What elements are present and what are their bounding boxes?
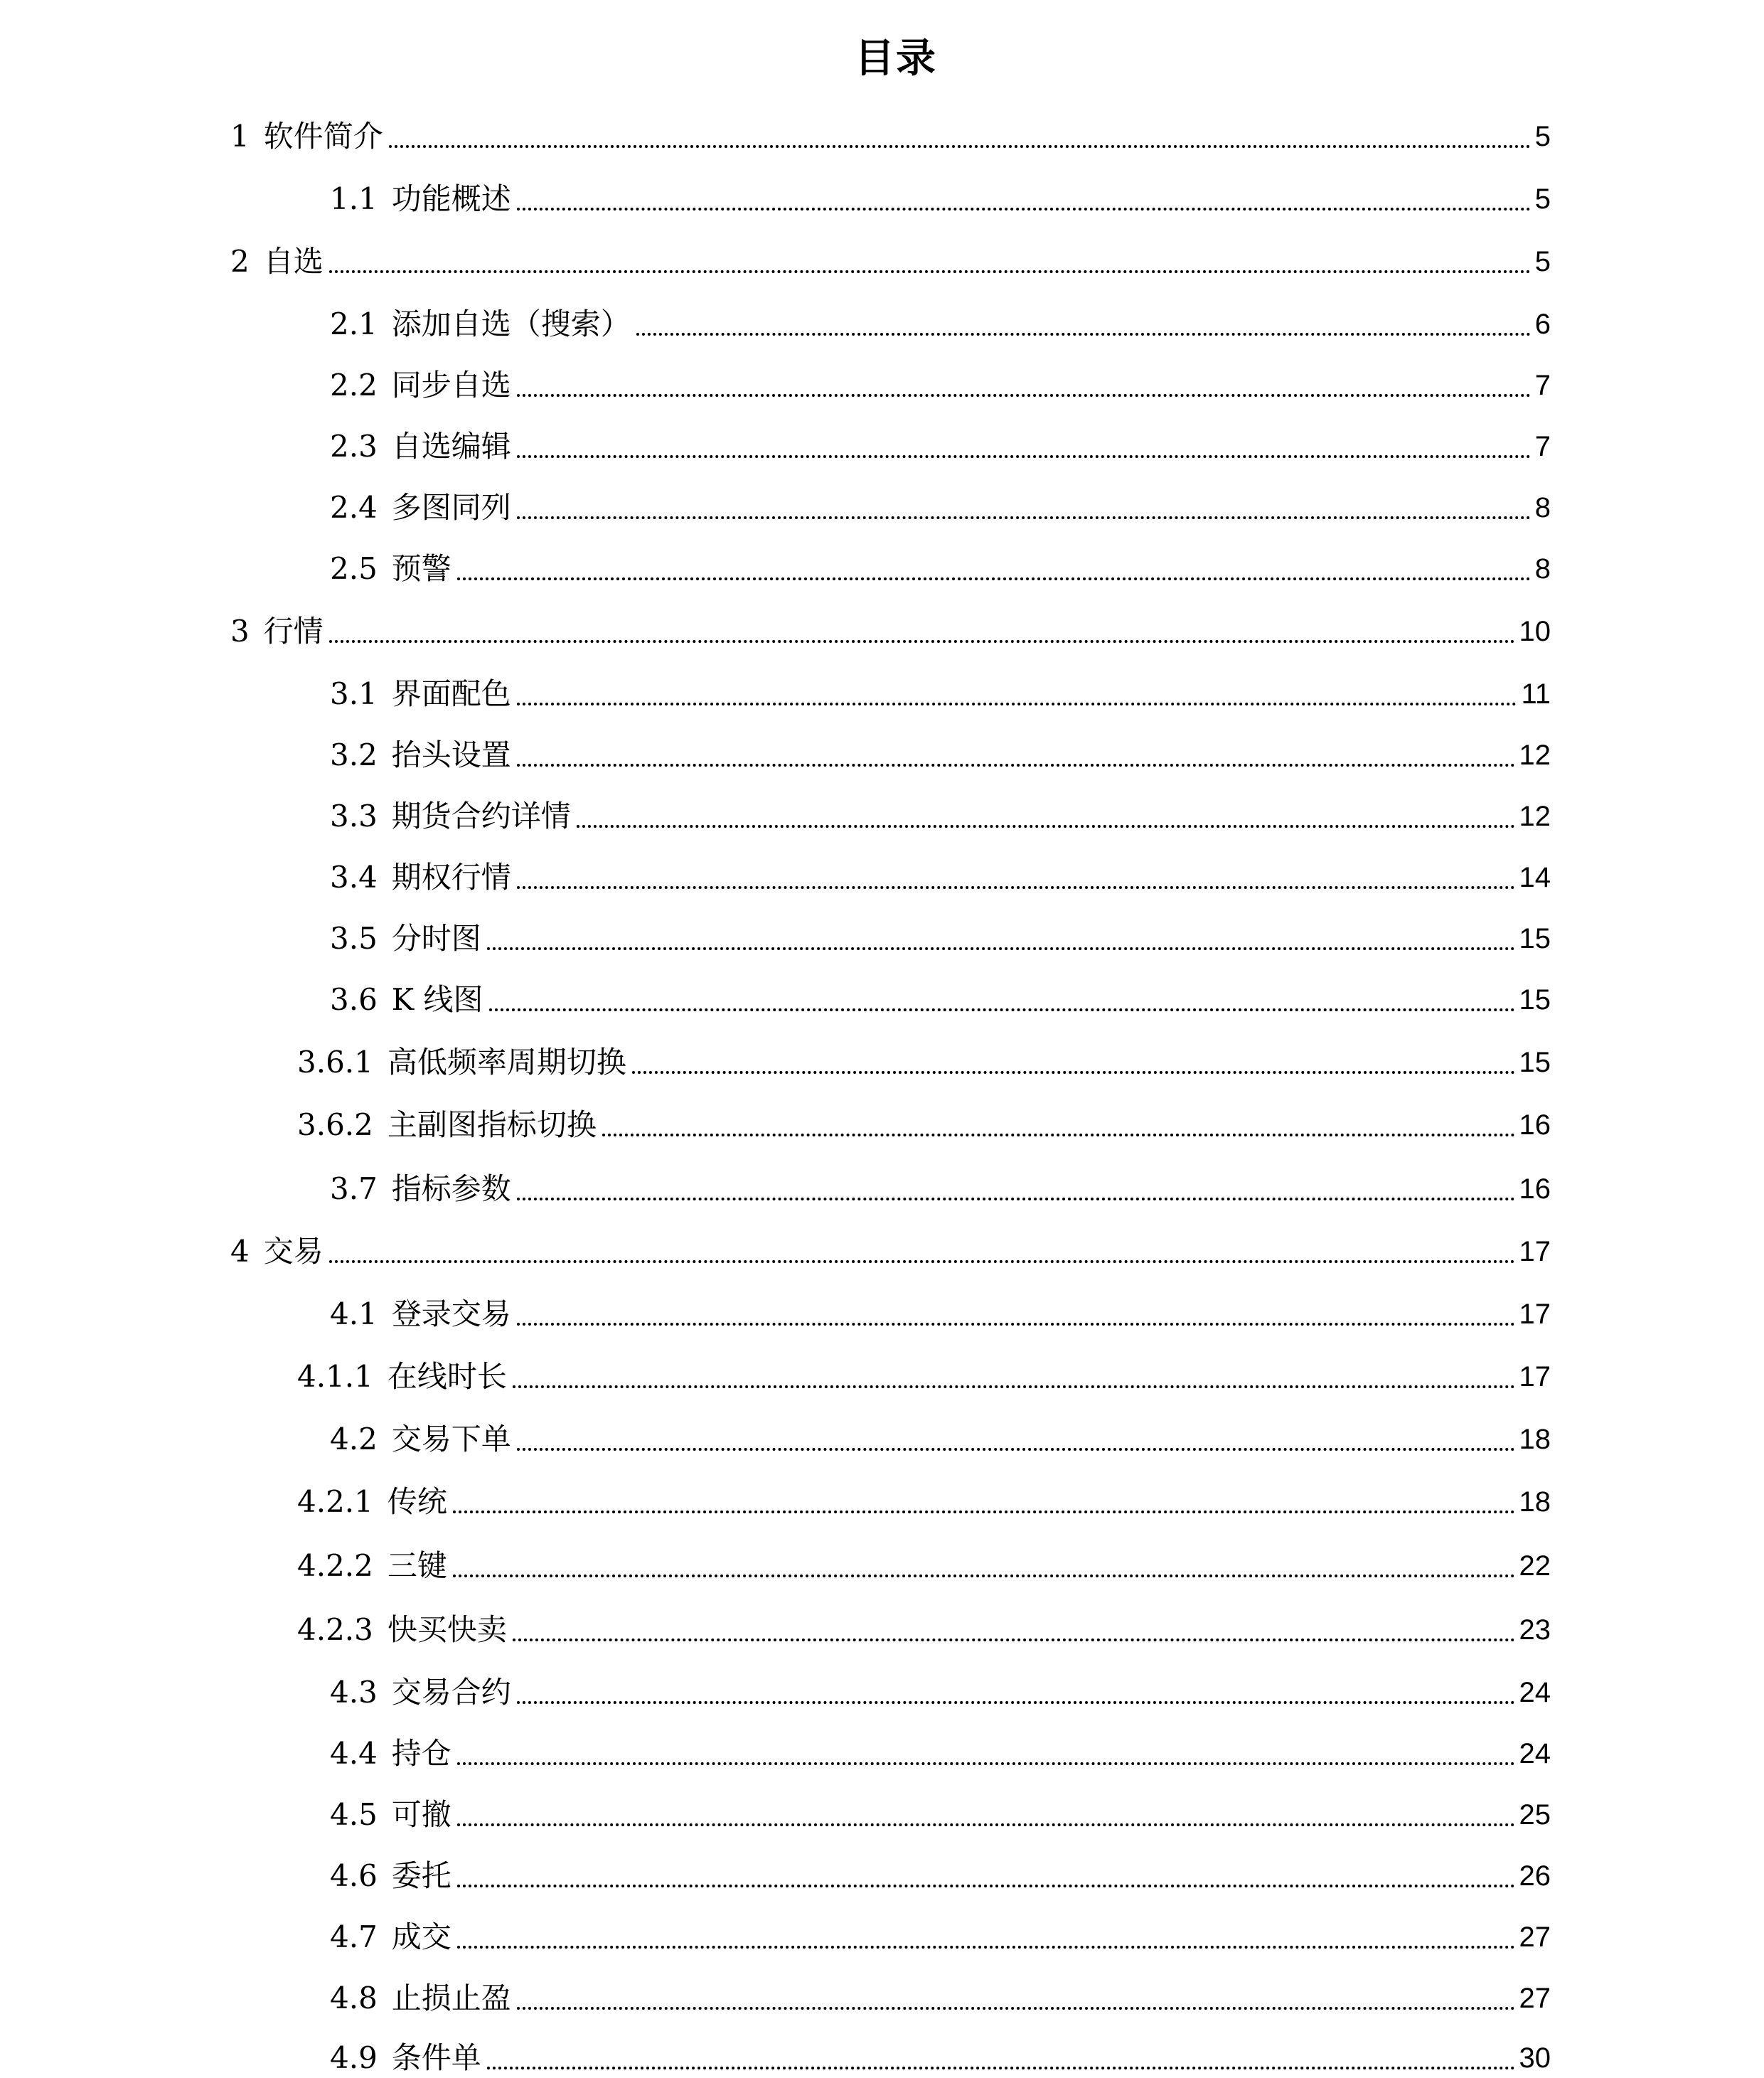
toc-dot-leader — [602, 1134, 1515, 1136]
toc-entry-number: 4.2.3 — [297, 1612, 373, 1647]
toc-entry-number: 3 — [230, 614, 250, 649]
toc-entry-title: 软件简介 — [263, 119, 383, 154]
toc-entry-number: 4.4 — [330, 1736, 378, 1771]
toc-entry-title: 自选编辑 — [391, 429, 511, 464]
toc-entry-title: 行情 — [263, 614, 324, 649]
toc-dot-leader — [453, 1575, 1515, 1577]
toc-entry-title: 在线时长 — [387, 1359, 507, 1394]
toc-entry[interactable] — [297, 1472, 1551, 1522]
toc-entry-heading — [297, 1357, 513, 1397]
toc-dot-leader — [453, 1510, 1515, 1513]
toc-entry-number: 4.8 — [330, 1981, 378, 2015]
toc-entry-number: 2.2 — [330, 368, 378, 403]
toc-entry-page: 18 — [1519, 1424, 1551, 1455]
toc-dot-leader — [487, 2067, 1515, 2069]
toc-entry-page: 27 — [1519, 1983, 1551, 2014]
toc-dot-leader — [513, 1639, 1515, 1641]
toc-entry-title: 抬头设置 — [391, 737, 511, 772]
toc-entry-heading — [330, 1856, 457, 1896]
toc-entry[interactable] — [297, 1600, 1551, 1650]
toc-entry-heading — [230, 117, 389, 156]
toc-entry-page: 11 — [1521, 678, 1551, 710]
toc-entry-number: 4.3 — [330, 1675, 378, 1710]
toc-entry[interactable] — [297, 1536, 1551, 1586]
toc-entry-number: 4.6 — [330, 1858, 378, 1893]
toc-dot-leader — [517, 455, 1531, 458]
toc-entry[interactable] — [330, 1907, 1551, 1957]
toc-entry[interactable] — [330, 294, 1551, 344]
toc-entry-title: 多图同列 — [391, 490, 511, 525]
toc-entry-number: 4.1 — [330, 1296, 378, 1331]
toc-entry-page: 15 — [1519, 984, 1551, 1016]
toc-entry-page: 7 — [1534, 431, 1551, 462]
toc-entry-title: 自选 — [263, 244, 324, 279]
toc-entry-page: 6 — [1534, 309, 1551, 340]
toc-entry-title: 预警 — [391, 551, 451, 586]
toc-entry-heading — [330, 1419, 517, 1459]
toc-entry-number: 1 — [230, 119, 250, 154]
toc-entry-page: 16 — [1519, 1109, 1551, 1141]
toc-dot-leader — [457, 1946, 1515, 1949]
toc-entry-title: 主副图指标切换 — [387, 1107, 597, 1142]
toc-entry-number: 3.2 — [330, 737, 378, 772]
toc-entry[interactable] — [330, 417, 1551, 467]
toc-entry-heading — [330, 1294, 517, 1334]
toc-dot-leader — [517, 764, 1515, 767]
toc-dot-leader — [457, 1885, 1515, 1887]
toc-entry[interactable] — [297, 1347, 1551, 1397]
toc-entry-title: 期货合约详情 — [391, 799, 571, 833]
toc-entry-page: 12 — [1519, 740, 1551, 771]
toc-entry[interactable] — [330, 787, 1551, 836]
toc-entry-number: 1.1 — [330, 181, 378, 216]
toc-entry-heading — [330, 1169, 517, 1209]
toc-dot-leader — [517, 886, 1515, 889]
toc-entry-heading — [330, 549, 457, 589]
toc-entry-title: 交易合约 — [391, 1675, 511, 1710]
toc-dot-leader — [513, 1385, 1515, 1388]
toc-entry-page: 24 — [1519, 1738, 1551, 1769]
toc-entry-title: 添加自选（搜索） — [391, 307, 631, 341]
toc-entry-title: 指标参数 — [391, 1171, 511, 1206]
toc-entry-heading — [330, 735, 517, 775]
page-title: 目录 — [855, 36, 937, 82]
toc-dot-leader — [329, 1260, 1515, 1263]
toc-entry-heading — [297, 1610, 513, 1650]
toc-entry-number: 4.9 — [330, 2040, 378, 2075]
toc-entry-number: 4.5 — [330, 1797, 378, 1832]
toc-entry-page: 15 — [1519, 1047, 1551, 1078]
toc-entry-number: 3.1 — [330, 676, 378, 711]
toc-entry-page: 27 — [1519, 1922, 1551, 1953]
toc-dot-leader — [389, 145, 1531, 148]
toc-entry[interactable] — [330, 970, 1551, 1020]
toc-entry-number: 3.7 — [330, 1171, 378, 1206]
toc-entry-page: 15 — [1519, 923, 1551, 954]
toc-entry-heading — [330, 488, 517, 528]
toc-entry-heading — [297, 1043, 632, 1082]
toc-entry-title: 条件单 — [391, 2040, 481, 2075]
toc-entry[interactable] — [230, 1222, 1551, 1272]
toc-entry-number: 2.4 — [330, 490, 378, 525]
toc-entry-page: 23 — [1519, 1614, 1551, 1646]
toc-entry-heading — [330, 1673, 517, 1712]
toc-dot-leader — [457, 1762, 1515, 1765]
toc-entry-number: 2 — [230, 244, 250, 279]
toc-entry-heading — [330, 796, 577, 836]
toc-dot-leader — [517, 394, 1531, 397]
toc-entry[interactable] — [330, 2028, 1551, 2078]
toc-entry-heading — [330, 674, 517, 714]
toc-entry[interactable] — [230, 107, 1551, 156]
toc-dot-leader — [517, 1323, 1515, 1326]
toc-entry-title: 止损止盈 — [391, 1981, 511, 2015]
toc-entry-page: 10 — [1519, 616, 1551, 647]
toc-entry[interactable] — [230, 232, 1551, 282]
toc-entry[interactable] — [330, 1846, 1551, 1896]
toc-entry[interactable] — [330, 539, 1551, 589]
toc-entry[interactable] — [330, 1785, 1551, 1835]
toc-dot-leader — [577, 825, 1515, 828]
toc-dot-leader — [489, 1008, 1515, 1011]
toc-entry-heading — [330, 2038, 487, 2078]
toc-entry-title: 登录交易 — [391, 1296, 511, 1331]
toc-entry-heading — [297, 1546, 453, 1586]
toc-entry[interactable] — [230, 602, 1551, 651]
toc-dot-leader — [636, 333, 1531, 336]
toc-dot-leader — [457, 1823, 1515, 1826]
toc-entry-title: 交易下单 — [391, 1422, 511, 1456]
toc-dot-leader — [329, 270, 1531, 273]
toc-entry-title: 同步自选 — [391, 368, 511, 403]
toc-entry[interactable] — [330, 848, 1551, 897]
toc-entry-page: 17 — [1519, 1236, 1551, 1267]
toc-entry-page: 30 — [1519, 2042, 1551, 2074]
toc-entry-title: 高低频率周期切换 — [387, 1045, 626, 1080]
toc-entry-page: 5 — [1534, 121, 1551, 152]
toc-entry-number: 3.6.1 — [297, 1045, 373, 1080]
toc-entry-number: 4.2 — [330, 1422, 378, 1456]
toc-entry-heading — [330, 366, 517, 405]
toc-entry-heading — [230, 1232, 329, 1272]
toc-entry-title: 交易 — [263, 1234, 324, 1269]
toc-entry-heading — [330, 1795, 457, 1835]
toc-entry-title: 期权行情 — [391, 860, 511, 895]
toc-entry[interactable] — [330, 1724, 1551, 1774]
toc-entry-page: 26 — [1519, 1860, 1551, 1892]
toc-entry-heading — [330, 1978, 517, 2018]
toc-entry-title: K 线图 — [391, 982, 483, 1017]
toc-entry[interactable] — [330, 1968, 1551, 2018]
toc-entry-heading — [230, 242, 329, 282]
toc-dot-leader — [517, 1448, 1515, 1451]
toc-entry-page: 18 — [1519, 1486, 1551, 1518]
toc-entry-heading — [330, 919, 487, 959]
toc-entry-heading — [297, 1482, 453, 1522]
toc-entry-number: 3.6.2 — [297, 1107, 373, 1142]
toc-entry-title: 委托 — [391, 1858, 451, 1893]
toc-entry-title: 可撤 — [391, 1797, 451, 1832]
toc-entry-heading — [297, 1105, 602, 1145]
toc-dot-leader — [517, 1198, 1515, 1200]
toc-entry-heading — [330, 1734, 457, 1774]
toc-entry[interactable] — [297, 1033, 1551, 1082]
toc-entry-number: 4.2.2 — [297, 1548, 373, 1583]
toc-dot-leader — [517, 516, 1531, 519]
toc-entry-number: 4 — [230, 1234, 250, 1269]
toc-entry-page: 17 — [1519, 1361, 1551, 1392]
toc-entry[interactable] — [330, 909, 1551, 959]
toc-entry[interactable] — [330, 1410, 1551, 1459]
toc-entry-title: 三键 — [387, 1548, 447, 1583]
toc-entry-heading — [330, 179, 517, 219]
toc-entry[interactable] — [330, 169, 1551, 219]
toc-entry-number: 3.5 — [330, 921, 378, 956]
toc-entry-heading — [230, 612, 329, 651]
toc-entry-number: 2.1 — [330, 307, 378, 341]
toc-entry[interactable] — [297, 1095, 1551, 1145]
toc-entry-page: 7 — [1534, 370, 1551, 401]
toc-dot-leader — [632, 1071, 1515, 1074]
toc-entry-page: 16 — [1519, 1173, 1551, 1205]
toc-entry-page: 24 — [1519, 1677, 1551, 1708]
toc-entry-heading — [330, 304, 636, 344]
toc-dot-leader — [517, 208, 1531, 211]
toc-entry-page: 12 — [1519, 801, 1551, 832]
toc-entry[interactable] — [330, 478, 1551, 528]
toc-dot-leader — [329, 640, 1515, 643]
toc-dot-leader — [517, 703, 1517, 705]
toc-entry-title: 功能概述 — [391, 181, 511, 216]
toc-entry-number: 4.7 — [330, 1919, 378, 1954]
toc-entry-page: 5 — [1534, 183, 1551, 215]
toc-entry-heading — [330, 427, 517, 467]
toc-entry-heading — [330, 1917, 457, 1957]
toc-entry-number: 3.6 — [330, 982, 378, 1017]
toc-entry-page: 8 — [1534, 553, 1551, 585]
toc-entry-number: 2.5 — [330, 551, 378, 586]
toc-entry-page: 14 — [1519, 862, 1551, 893]
toc-entry[interactable] — [330, 356, 1551, 405]
toc-entry-page: 22 — [1519, 1550, 1551, 1582]
toc-entry-number: 2.3 — [330, 429, 378, 464]
toc-entry-page: 25 — [1519, 1799, 1551, 1831]
toc-entry-number: 4.1.1 — [297, 1359, 373, 1394]
toc-entry-number: 3.3 — [330, 799, 378, 833]
toc-entry-title: 界面配色 — [391, 676, 511, 711]
toc-dot-leader — [487, 947, 1515, 950]
toc-entry-page: 5 — [1534, 246, 1551, 277]
toc-entry-page: 8 — [1534, 492, 1551, 523]
toc-entry-title: 成交 — [391, 1919, 451, 1954]
toc-entry-heading — [330, 858, 517, 897]
toc-entry-number: 3.4 — [330, 860, 378, 895]
toc-entry[interactable] — [330, 1159, 1551, 1209]
toc-entry-title: 持仓 — [391, 1736, 451, 1771]
toc-entry-title: 传统 — [387, 1484, 447, 1519]
toc-entry[interactable] — [330, 1284, 1551, 1334]
toc-entry-heading — [330, 980, 489, 1020]
toc-entry-title: 快买快卖 — [387, 1612, 507, 1647]
toc-dot-leader — [517, 2007, 1515, 2010]
toc-entry[interactable] — [330, 725, 1551, 775]
toc-dot-leader — [517, 1701, 1515, 1704]
toc-entry[interactable] — [330, 1663, 1551, 1712]
toc-entry-page: 17 — [1519, 1299, 1551, 1330]
toc-entry-number: 4.2.1 — [297, 1484, 373, 1519]
toc-entry[interactable] — [330, 664, 1551, 714]
toc-dot-leader — [457, 577, 1531, 580]
toc-entry-title: 分时图 — [391, 921, 481, 956]
